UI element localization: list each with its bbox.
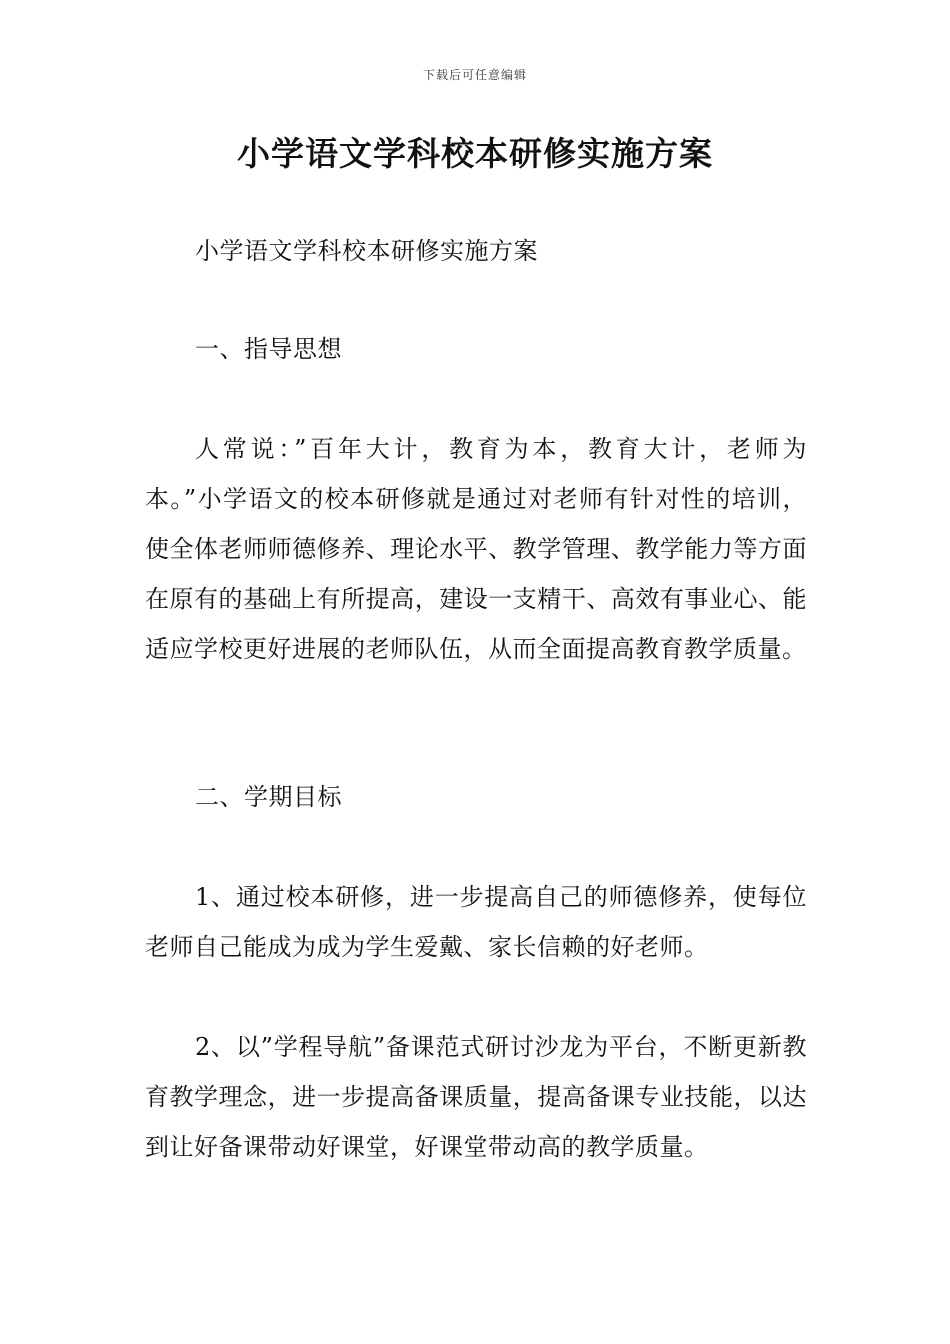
section-heading-guiding-ideology: 一、指导思想 bbox=[195, 335, 342, 363]
document-title: 小学语文学科校本研修实施方案 bbox=[237, 134, 713, 173]
subtitle-paragraph: 小学语文学科校本研修实施方案 bbox=[195, 237, 538, 265]
goal-item-2: 2、以”学程导航”备课范式研讨沙龙为平台，不断更新教育教学理念，进一步提高备课质量，提高备课专业技能，以达到让好备课带动好课堂，好课堂带动高的教学质量。 bbox=[145, 1033, 807, 1161]
section-heading-semester-goals: 二、学期目标 bbox=[195, 783, 342, 811]
goal-item-1: 1、通过校本研修，进一步提高自己的师德修养，使每位老师自己能成为成为学生爱戴、家长信赖的好老师。 bbox=[145, 883, 807, 961]
header-note: 下载后可任意编辑 bbox=[422, 68, 527, 82]
body-paragraph-guiding-ideology: 人常说：”百年大计，教育为本，教育大计，老师为本。”小学语文的校本研修就是通过对老师有针对性的培训，使全体老师师德修养、理论水平、教学管理、教学能力等方面在原有的基础上有所提高，建设一支精干、高效有事业心、能适应学校更好进展的老师队伍，从而全面提高教育教学质量。 bbox=[145, 435, 807, 663]
